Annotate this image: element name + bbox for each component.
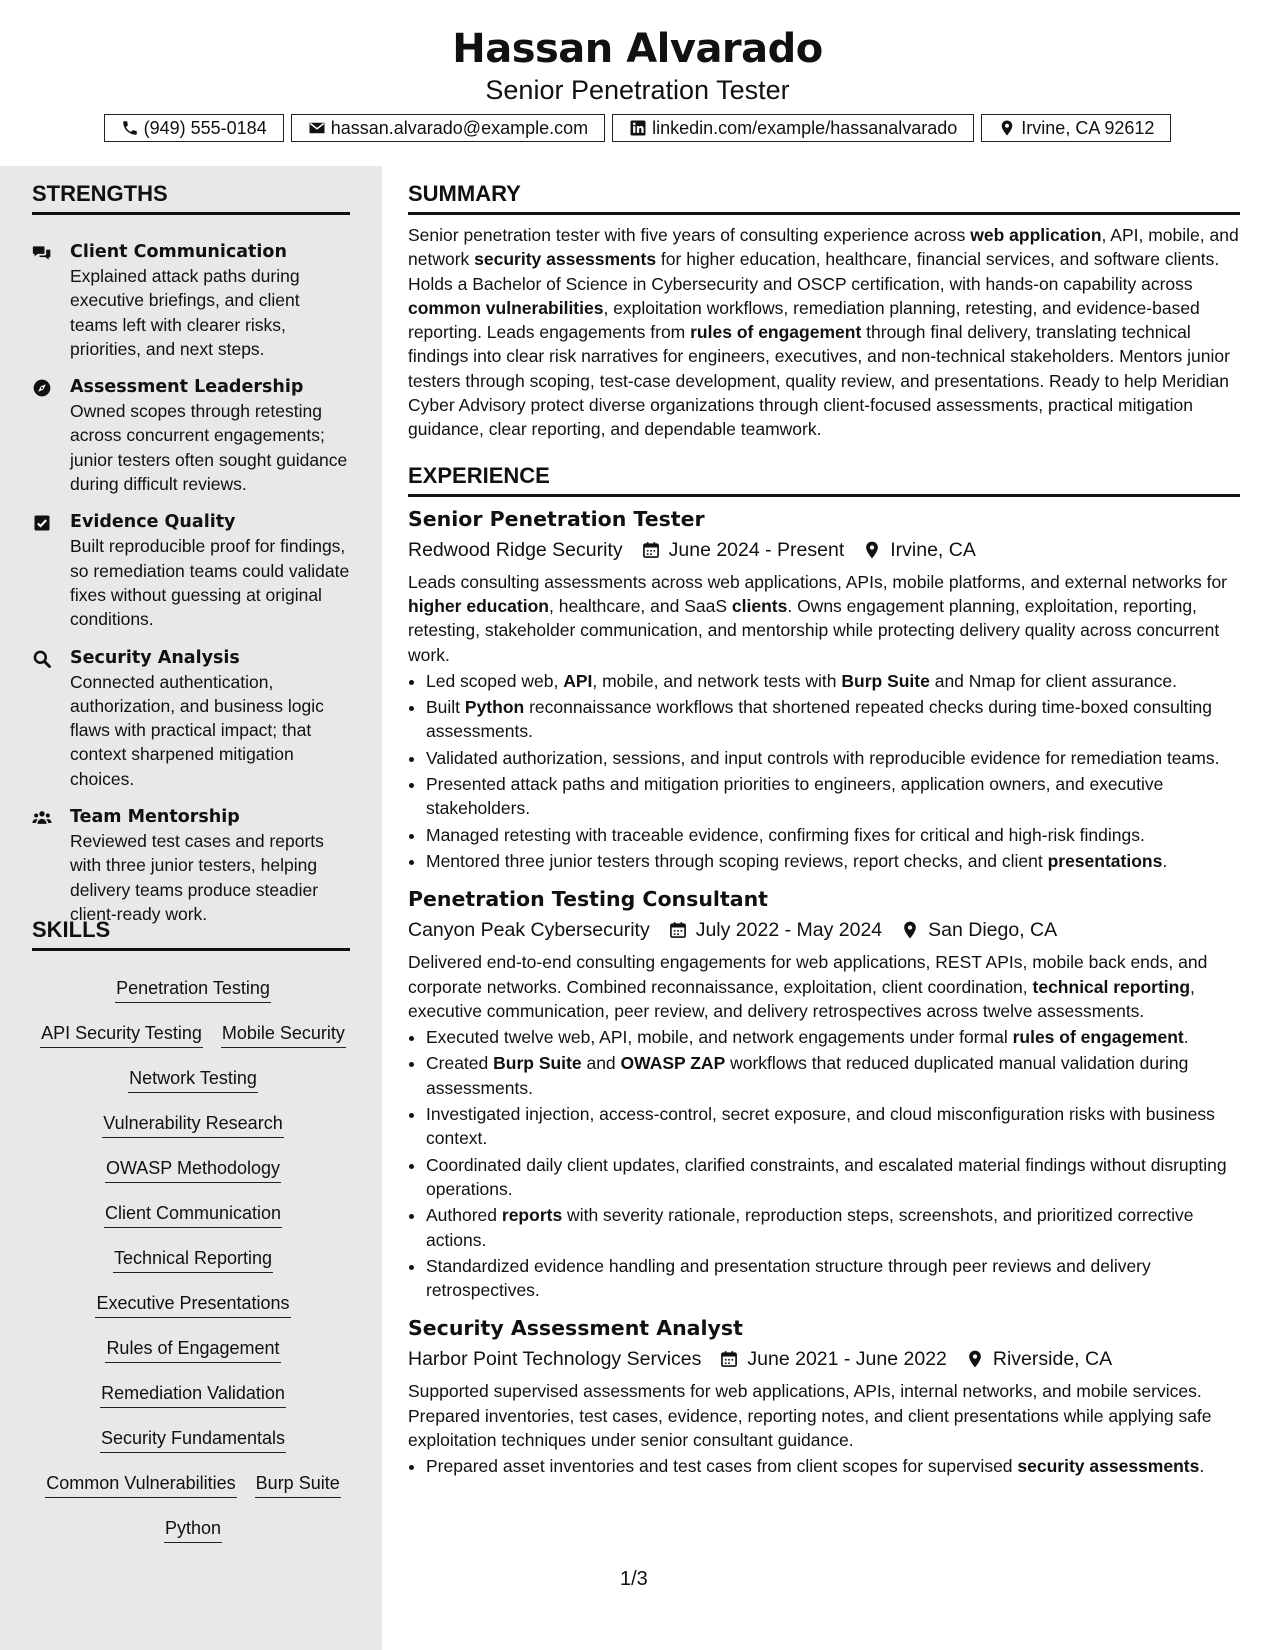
job-title: Senior Penetration Tester [408,506,705,531]
job-bullet: • Created Burp Suite and OWASP ZAP workflows that reduced duplicated manual validation during assessments. [426,1051,1240,1100]
strength-item [32,646,352,791]
strength-text: Reviewed test cases and reports with three junior testers, helping delivery teams produce steadier client-ready work. [70,831,324,924]
skill-tag: Python [164,1516,222,1543]
job-bullet: • Presented attack paths and mitigation priorities to engineers, application owners, and executive stakeholders. [426,772,1240,821]
job-meta [408,1345,1240,1373]
strength-item [32,375,352,496]
job-entry [408,1314,1240,1478]
skill-tag: OWASP Methodology [105,1156,281,1183]
contact-bar [0,114,1275,142]
skill-tag: Client Communication [104,1201,282,1228]
strengths-heading: STRENGTHS [32,180,350,215]
candidate-name: Hassan Alvarado [452,26,823,72]
job-company: Harbor Point Technology Services [408,1348,702,1371]
contact-linkedin [612,114,974,142]
compass-icon [32,378,52,398]
people-group-icon [32,808,52,828]
contact-email [291,114,605,142]
skill-tag: Mobile Security [221,1021,346,1048]
job-bullets [408,1025,1240,1302]
strength-title: Client Communication [70,242,287,262]
contact-phone-text: (949) 555-0184 [143,117,267,138]
job-title: Security Assessment Analyst [408,1316,743,1341]
candidate-role: Senior Penetration Tester [485,75,790,105]
strength-item [32,510,352,631]
skills-heading: SKILLS [32,916,350,951]
job-dates: July 2022 - May 2024 [695,919,883,942]
skill-tag: Rules of Engagement [105,1336,280,1363]
chat-bubbles-icon [32,243,52,263]
strength-title: Team Mentorship [70,807,240,828]
page-number: 1/3 [620,1568,648,1590]
calendar-icon [719,1349,739,1369]
skill-tag: Remediation Validation [100,1381,286,1408]
job-bullets [408,669,1240,873]
contact-location-text: Irvine, CA 92612 [1021,117,1155,138]
job-bullet: • Managed retesting with traceable evidence, confirming fixes for critical and high-risk findings. [426,823,1240,847]
envelope-icon [308,119,326,137]
strength-text: Built reproducible proof for findings, so remediation teams could validate fixes without guessing at original conditions. [70,536,350,630]
contact-phone [104,114,284,142]
strength-text: Connected authentication, authorization, and business logic flaws with practical impact; that context sharpened mitigation choices. [70,671,324,789]
job-bullet: • Investigated injection, access-control, secret exposure, and cloud misconfiguration risks with business context. [426,1102,1240,1151]
summary-text: Senior penetration tester with five years of consulting experience across web application, API, mobile, and network security assessments for higher education, healthcare, financial services, and software clients. Holds a Bachelor of Science in Cybersecurity and OSCP certification, with hands-on capability across common vulnerabilities, exploitation workflows, remediation planning, retesting, and evidence-based reporting. Leads engagements from rules of engagement through final delivery, translating technical findings into clear risk narratives for engineers, executives, and non-technical stakeholders. Mentors junior testers through scoping, test-case development, quality review, and presentations. Ready to help Meridian Cyber Advisory protect diverse organizations through client-focused assessments, practical mitigation guidance, clear reporting, and dependable teamwork. [408,225,1239,440]
contact-linkedin-text: linkedin.com/example/hassanalvarado [652,117,958,138]
strength-text: Owned scopes through retesting across concurrent engagements; junior testers often sought guidance during difficult reviews. [70,401,348,495]
job-title: Penetration Testing Consultant [408,887,768,912]
job-bullet: • Prepared asset inventories and test cases from client scopes for supervised security assessments. [426,1454,1240,1478]
job-bullet: • Validated authorization, sessions, and input controls with reproducible evidence for remediation teams. [426,746,1240,770]
summary-heading: SUMMARY [408,180,1240,215]
contact-email-text: hassan.alvarado@example.com [330,117,589,138]
map-pin-icon [998,119,1016,137]
job-location: Irvine, CA [890,538,976,561]
sidebar [0,166,382,1650]
linkedin-icon [629,119,647,137]
job-bullet: • Authored reports with severity rationale, reproduction steps, screenshots, and prioritized corrective actions. [426,1203,1240,1252]
skill-tag: Vulnerability Research [102,1111,283,1138]
job-dates: June 2021 - June 2022 [747,1348,947,1371]
main-content [408,166,1240,1650]
skill-tag: Technical Reporting [113,1246,273,1273]
job-location: Riverside, CA [992,1348,1113,1371]
strength-title: Evidence Quality [70,512,236,533]
skill-tag: Penetration Testing [115,976,271,1003]
contact-location [981,114,1171,142]
skill-tag: API Security Testing [40,1021,203,1048]
job-bullet: • Standardized evidence handling and presentation structure through peer reviews and delivery retrospectives. [426,1254,1240,1303]
job-dates: June 2024 - Present [668,538,845,561]
strength-title: Security Analysis [70,647,240,668]
job-company: Canyon Peak Cybersecurity [408,919,650,942]
map-pin-icon [965,1349,985,1369]
strength-text: Explained attack paths during executive briefings, and client teams left with clearer risks, priorities, and next steps. [70,266,300,359]
strength-title: Assessment Leadership [70,377,304,398]
map-pin-icon [900,920,920,940]
job-description: Supported supervised assessments for web applications, APIs, internal networks, and mobile services. Prepared inventories, test cases, evidence, reporting notes, and client presentations while applying safe exploitation techniques under senior consultant guidance. [408,1381,1212,1450]
map-pin-icon [862,540,882,560]
phone-icon [121,119,139,137]
job-bullet: • Built Python reconnaissance workflows that shortened repeated checks during time-boxed consulting assessments. [426,695,1240,744]
magnifier-icon [32,649,52,669]
skill-tag: Burp Suite [255,1471,341,1498]
skill-tag: Executive Presentations [95,1291,290,1318]
skills-list [28,976,358,1561]
job-company: Redwood Ridge Security [408,538,623,561]
skill-tag: Network Testing [128,1066,258,1093]
experience-heading: EXPERIENCE [408,462,1240,497]
calendar-icon [668,920,688,940]
job-entry [408,885,1240,1302]
resume-header [0,0,1275,166]
job-bullet: • Coordinated daily client updates, clarified constraints, and escalated material findings without disrupting operations. [426,1153,1240,1202]
checkbox-icon [32,513,52,533]
job-bullet: • Mentored three junior testers through scoping reviews, report checks, and client presentations. [426,849,1240,873]
skill-tag: Common Vulnerabilities [45,1471,236,1498]
strengths-list [32,240,352,940]
skill-tag: Security Fundamentals [100,1426,286,1453]
strength-item [32,240,352,361]
job-description: Leads consulting assessments across web applications, APIs, mobile platforms, and external networks for higher education, healthcare, and SaaS clients. Owns engagement planning, exploitation, reporting, retesting, stakeholder communication, and mentorship while protecting delivery quality across concurrent work. [408,571,1228,665]
job-entry [408,505,1240,874]
job-meta [408,536,1240,564]
job-meta [408,916,1240,944]
job-description: Delivered end-to-end consulting engagements for web applications, REST APIs, mobile back ends, and corporate networks. Combined reconnaissance, exploitation, client coordination, technical reporting, executive communication, peer review, and delivery retrospectives across twelve assessments. [408,952,1208,1021]
job-bullet: • Executed twelve web, API, mobile, and network engagements under formal rules of engagement. [426,1025,1240,1049]
job-bullet: • Led scoped web, API, mobile, and network tests with Burp Suite and Nmap for client assurance. [426,669,1240,693]
calendar-icon [641,540,661,560]
job-bullets [408,1454,1240,1478]
job-location: San Diego, CA [928,919,1058,942]
strength-item [32,805,352,926]
